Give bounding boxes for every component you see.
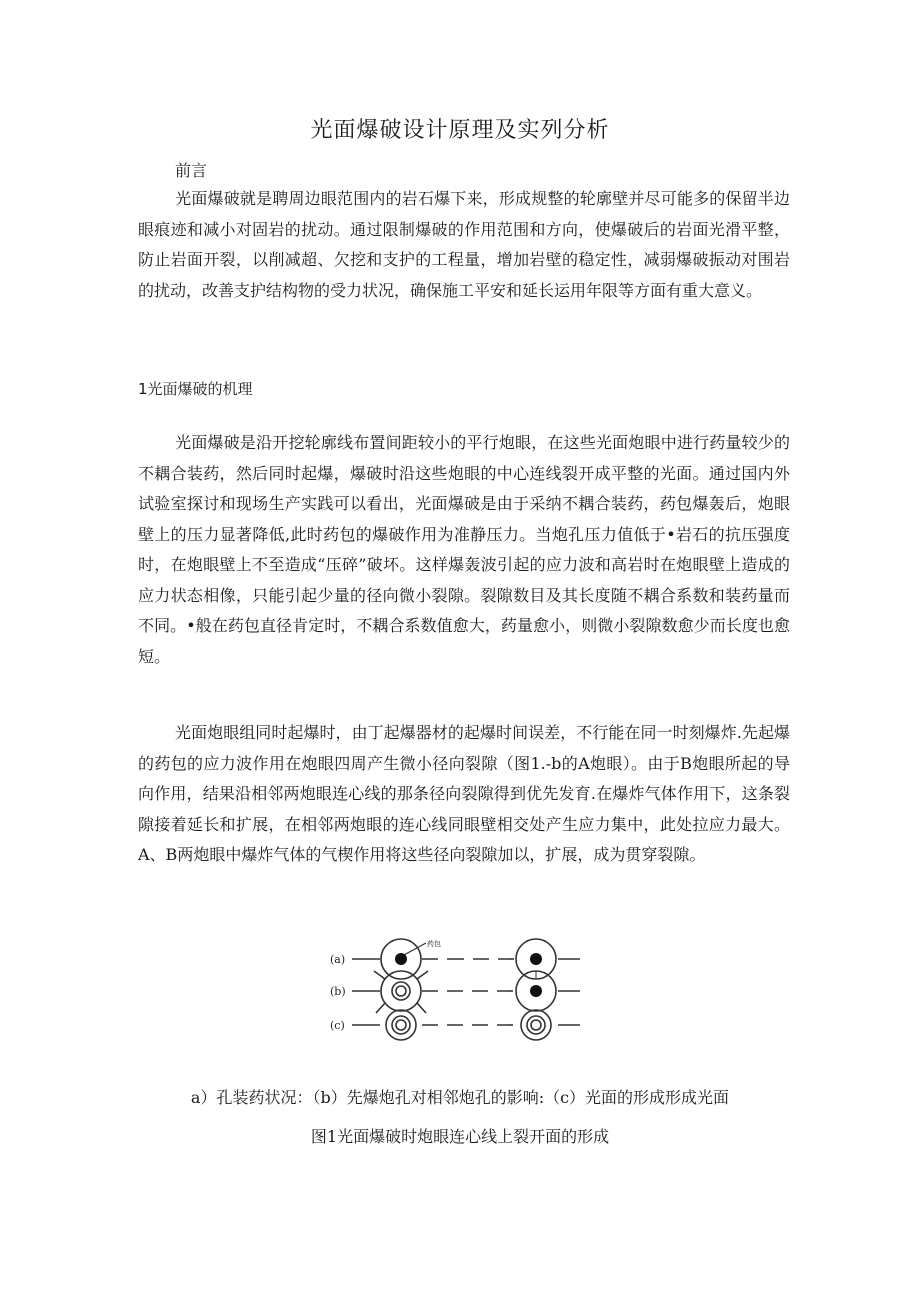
blast-hole-figure	[330, 937, 590, 1041]
section-1-paragraph-2	[138, 718, 790, 871]
figure-caption-line-1: a）孔装药状况：（b）先爆炮孔对相邻炮孔的影响:（c）光面的形成形成光面	[190, 1088, 730, 1107]
figure-caption-line-2: 图1光面爆破时炮眼连心线上裂开面的形成	[310, 1127, 610, 1146]
section-1-paragraph-1	[138, 428, 790, 672]
figure-charge-label: 药包	[427, 940, 441, 948]
figure-row-label-c: (c)	[330, 1019, 345, 1032]
preface-text: 光面爆破就是聘周边眼范围内的岩石爆下来，形成规整的轮廓壁并尽可能多的保留半边眼痕迹和减小对固岩的扰动。通过限制爆破的作用范围和方向，使爆破后的岩面光滑平整，防止岩面开裂，以削减超、欠挖和支护的工程量，增加岩壁的稳定性，减弱爆破振动对围岩的扰动，改善支护结构物的受力状况，确保施工平安和延长运用年限等方面有重大意义。	[138, 189, 790, 300]
preface-heading: 前言	[175, 161, 208, 180]
figure-row-label-a: (a)	[330, 953, 346, 966]
figure-row-label-b: (b)	[330, 985, 346, 998]
document-title: 光面爆破设计原理及实列分析	[310, 118, 610, 143]
preface-paragraph	[138, 184, 790, 306]
section-1-paragraph-2-text: 光面炮眼组同时起爆时，由丁起爆器材的起爆时间误差，不行能在同一时刻爆炸.先起爆的药包的应力波作用在炮眼四周产生微小径向裂隙（图1.-b的A炮眼）。由于B炮眼所起的导向作用，结果沿相邻两炮眼连心线的那条径向裂隙得到优先发育.在爆炸气体作用下，这条裂隙接着延长和扩展，在相邻两炮眼的连心线同眼壁相交处产生应力集中，此处拉应力最大。A、B两炮眼中爆炸气体的气楔作用将这些径向裂隙加以，扩展，成为贯穿裂隙。	[138, 723, 790, 864]
section-1-heading: 1光面爆破的机理	[138, 380, 253, 398]
section-1-paragraph-1-text: 光面爆破是沿开挖轮廓线布置间距较小的平行炮眼，在这些光面炮眼中进行药量较少的不耦合装药，然后同时起爆，爆破时沿这些炮眼的中心连线裂开成平整的光面。通过国内外试验室探讨和现场生产实践可以看出，光面爆破是由于采纳不耦合装药，药包爆轰后，炮眼壁上的压力显著降低,此时药包的爆破作用为准静压力。当炮孔压力值低于•岩石的抗压强度时，在炮眼壁上不至造成“压碎”破坏。这样爆轰波引起的应力波和高岩时在炮眼壁上造成的应力状态相像，只能引起少量的径向微小裂隙。裂隙数目及其长度随不耦合系数和装药量而不同。•般在药包直径肯定时，不耦合系数值愈大，药量愈小，则微小裂隙数愈少而长度也愈短。	[138, 433, 790, 666]
